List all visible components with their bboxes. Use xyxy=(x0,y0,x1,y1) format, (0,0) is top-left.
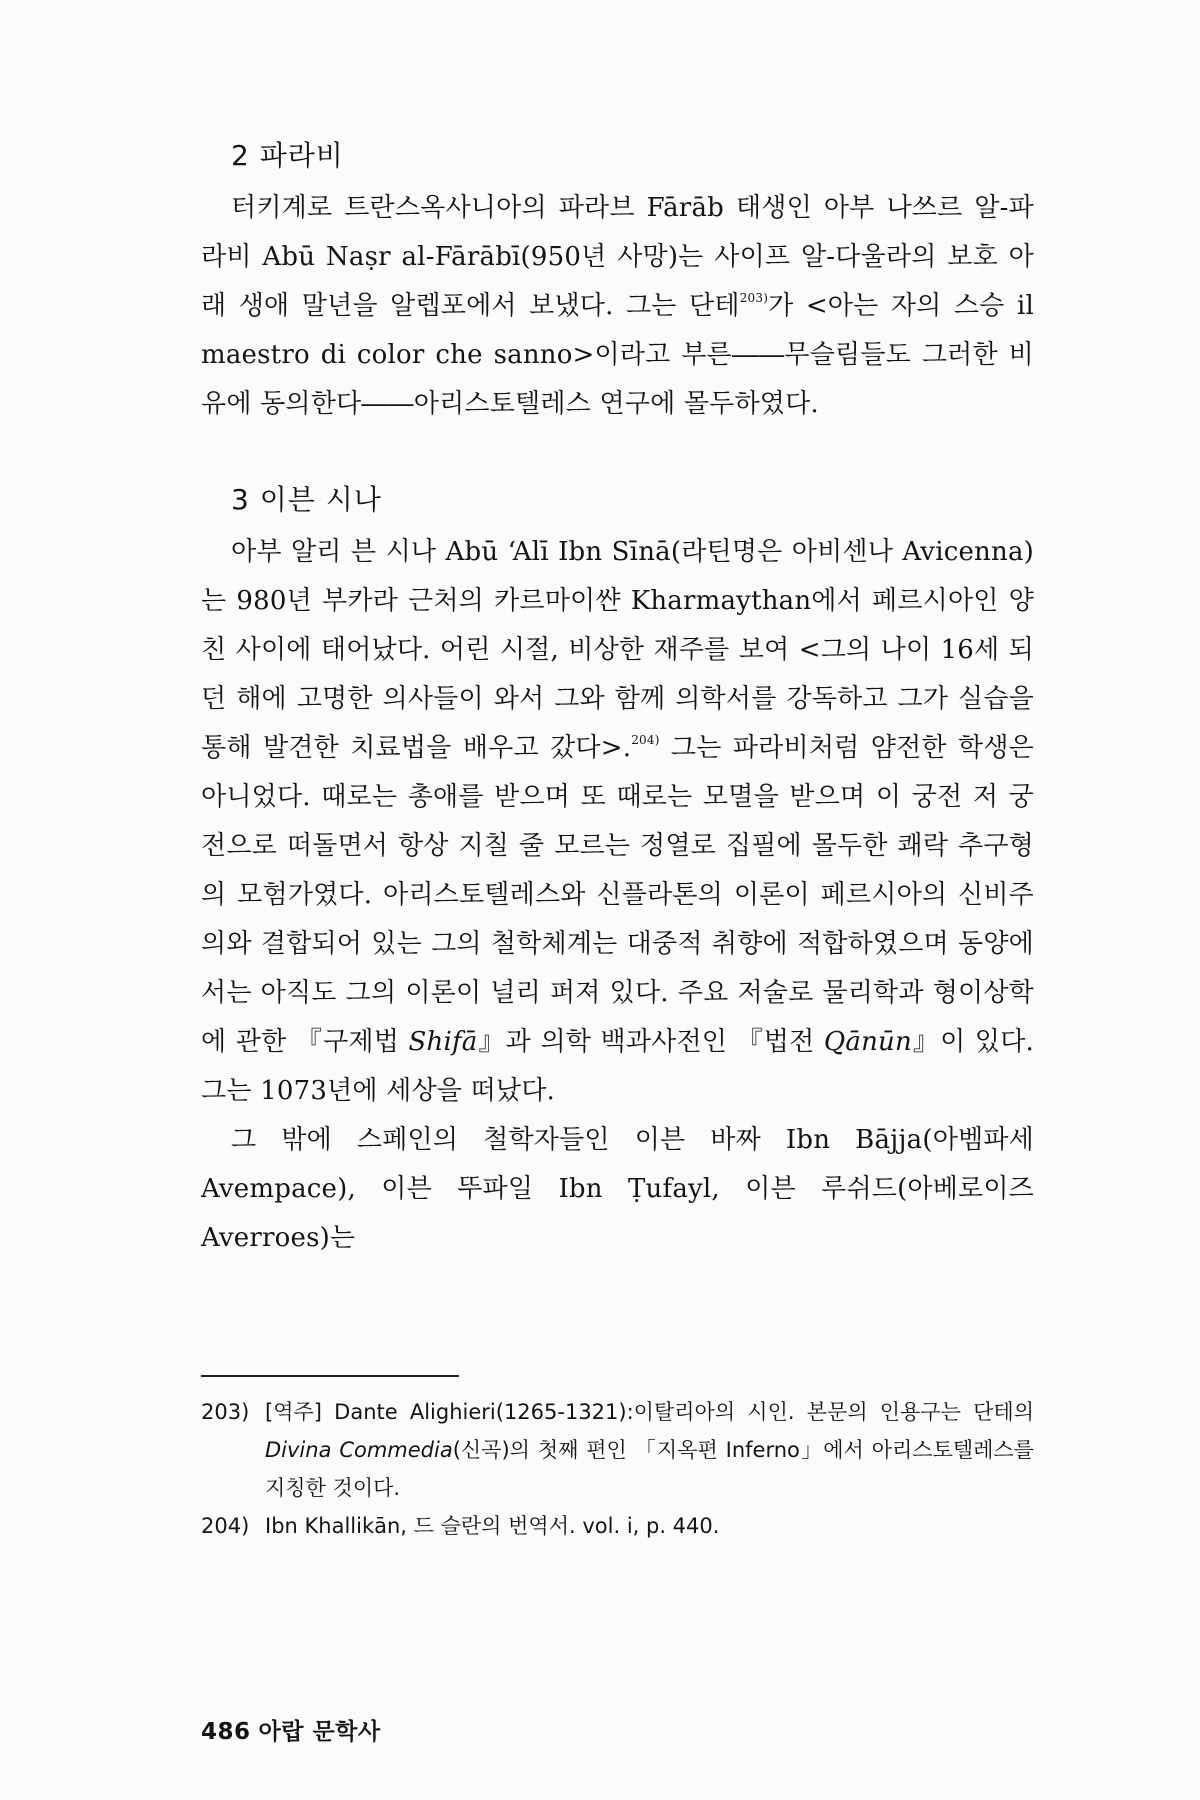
paragraph-text: 아부 알리 븐 시나 Abū ‘Alī Ibn Sīnā(라틴명은 아비센나 Avicenna)는 980년 부카라 근처의 카르마이쌴 Kharmaythan에서 페르시아인 양친 사이에 태어났다. 어린 시절, 비상한 재주를 보여 <그의 나이 16세 되던 해에 고명한 의사들이 와서 그와 함께 의학서를 강독하고 그가 실습을 통해 발견한 치료법을 배우고 갔다>. xyxy=(201,537,1034,763)
footnote-ref[interactable]: 203) xyxy=(739,291,769,305)
section-heading: 3 이븐 시나 xyxy=(231,483,382,516)
footnote-text-part: [역주] Dante Alighieri(1265-1321):이탈리아의 시인. 본문의 인용구는 단테의 xyxy=(265,1400,1034,1424)
footnote-number: 204) xyxy=(201,1514,250,1538)
section-heading: 2 파라비 xyxy=(231,139,344,172)
paragraph xyxy=(201,528,1034,1116)
paragraph-text: 』과 의학 백과사전인 『법전 xyxy=(477,1027,824,1057)
page-number: 486 xyxy=(201,1719,251,1745)
footnote-text-part: (신곡)의 첫째 편인 「지옥편 Inferno」에서 아리스토텔레스를 지칭한 것이다. xyxy=(265,1438,1035,1500)
footnote-italic-title: Divina Commedia xyxy=(265,1438,453,1462)
section-farabi xyxy=(201,136,1034,429)
section-ibn-sina xyxy=(201,480,1034,1263)
paragraph xyxy=(201,184,1034,429)
paragraph-text: 터키계로 트란스옥사니아의 파라브 Fārāb 태생인 아부 나쓰르 알-파라비 Abū Naṣr al-Fārābī(950년 사망)는 사이프 알-다울라의 보호 아래 생애 말년을 알렙포에서 보냈다. 그는 단테 xyxy=(201,193,1034,321)
footnote-text: Ibn Khallikān, 드 슬란의 번역서. vol. i, p. 440. xyxy=(265,1514,720,1538)
paragraph: 그 밖에 스페인의 철학자들인 이븐 바짜 Ibn Bājja(아벰파세 Avempace), 이븐 뚜파일 Ibn Ṭufayl, 이븐 루쉬드(아베로이즈 Averroes)는 xyxy=(201,1125,1034,1253)
paragraph-text: 』이 있다. 그는 1073년에 세상을 떠났다. xyxy=(201,1027,1035,1106)
paragraph-text: 가 <아는 자의 스승 il maestro di color che sanno>이라고 부른――무슬림들도 그러한 비유에 동의한다――아리스토텔레스 연구에 몰두하였다. xyxy=(201,291,1034,419)
page-footer xyxy=(201,1713,389,1746)
book-title-italic: Qānūn xyxy=(823,1027,912,1057)
footnote-ref[interactable]: 204) xyxy=(631,733,660,747)
footnotes xyxy=(201,1393,1034,1545)
paragraph-text: 그는 파라비처럼 얌전한 학생은 아니었다. 때로는 총애를 받으며 또 때로는 모멸을 받으며 이 궁전 저 궁전으로 떠돌면서 항상 지칠 줄 모르는 정열로 집필에 몰두한 쾌락 추구형의 모험가였다. 아리스토텔레스와 신플라톤의 이론이 페르시아의 신비주의와 결합되어 있는 그의 철학체계는 대중적 취향에 적합하였으며 동양에서는 아직도 그의 이론이 널리 퍼져 있다. 주요 저술로 물리학과 형이상학에 관한 『구제법 xyxy=(201,733,1034,1057)
footnote-203 xyxy=(201,1393,1034,1507)
book-title-italic: Shifā xyxy=(408,1027,478,1057)
footnote-divider xyxy=(201,1375,459,1377)
footnote-204 xyxy=(201,1507,1034,1545)
footnote-text xyxy=(265,1393,1034,1507)
footnote-number: 203) xyxy=(201,1400,250,1424)
running-title: 아랍 문학사 xyxy=(258,1719,381,1745)
